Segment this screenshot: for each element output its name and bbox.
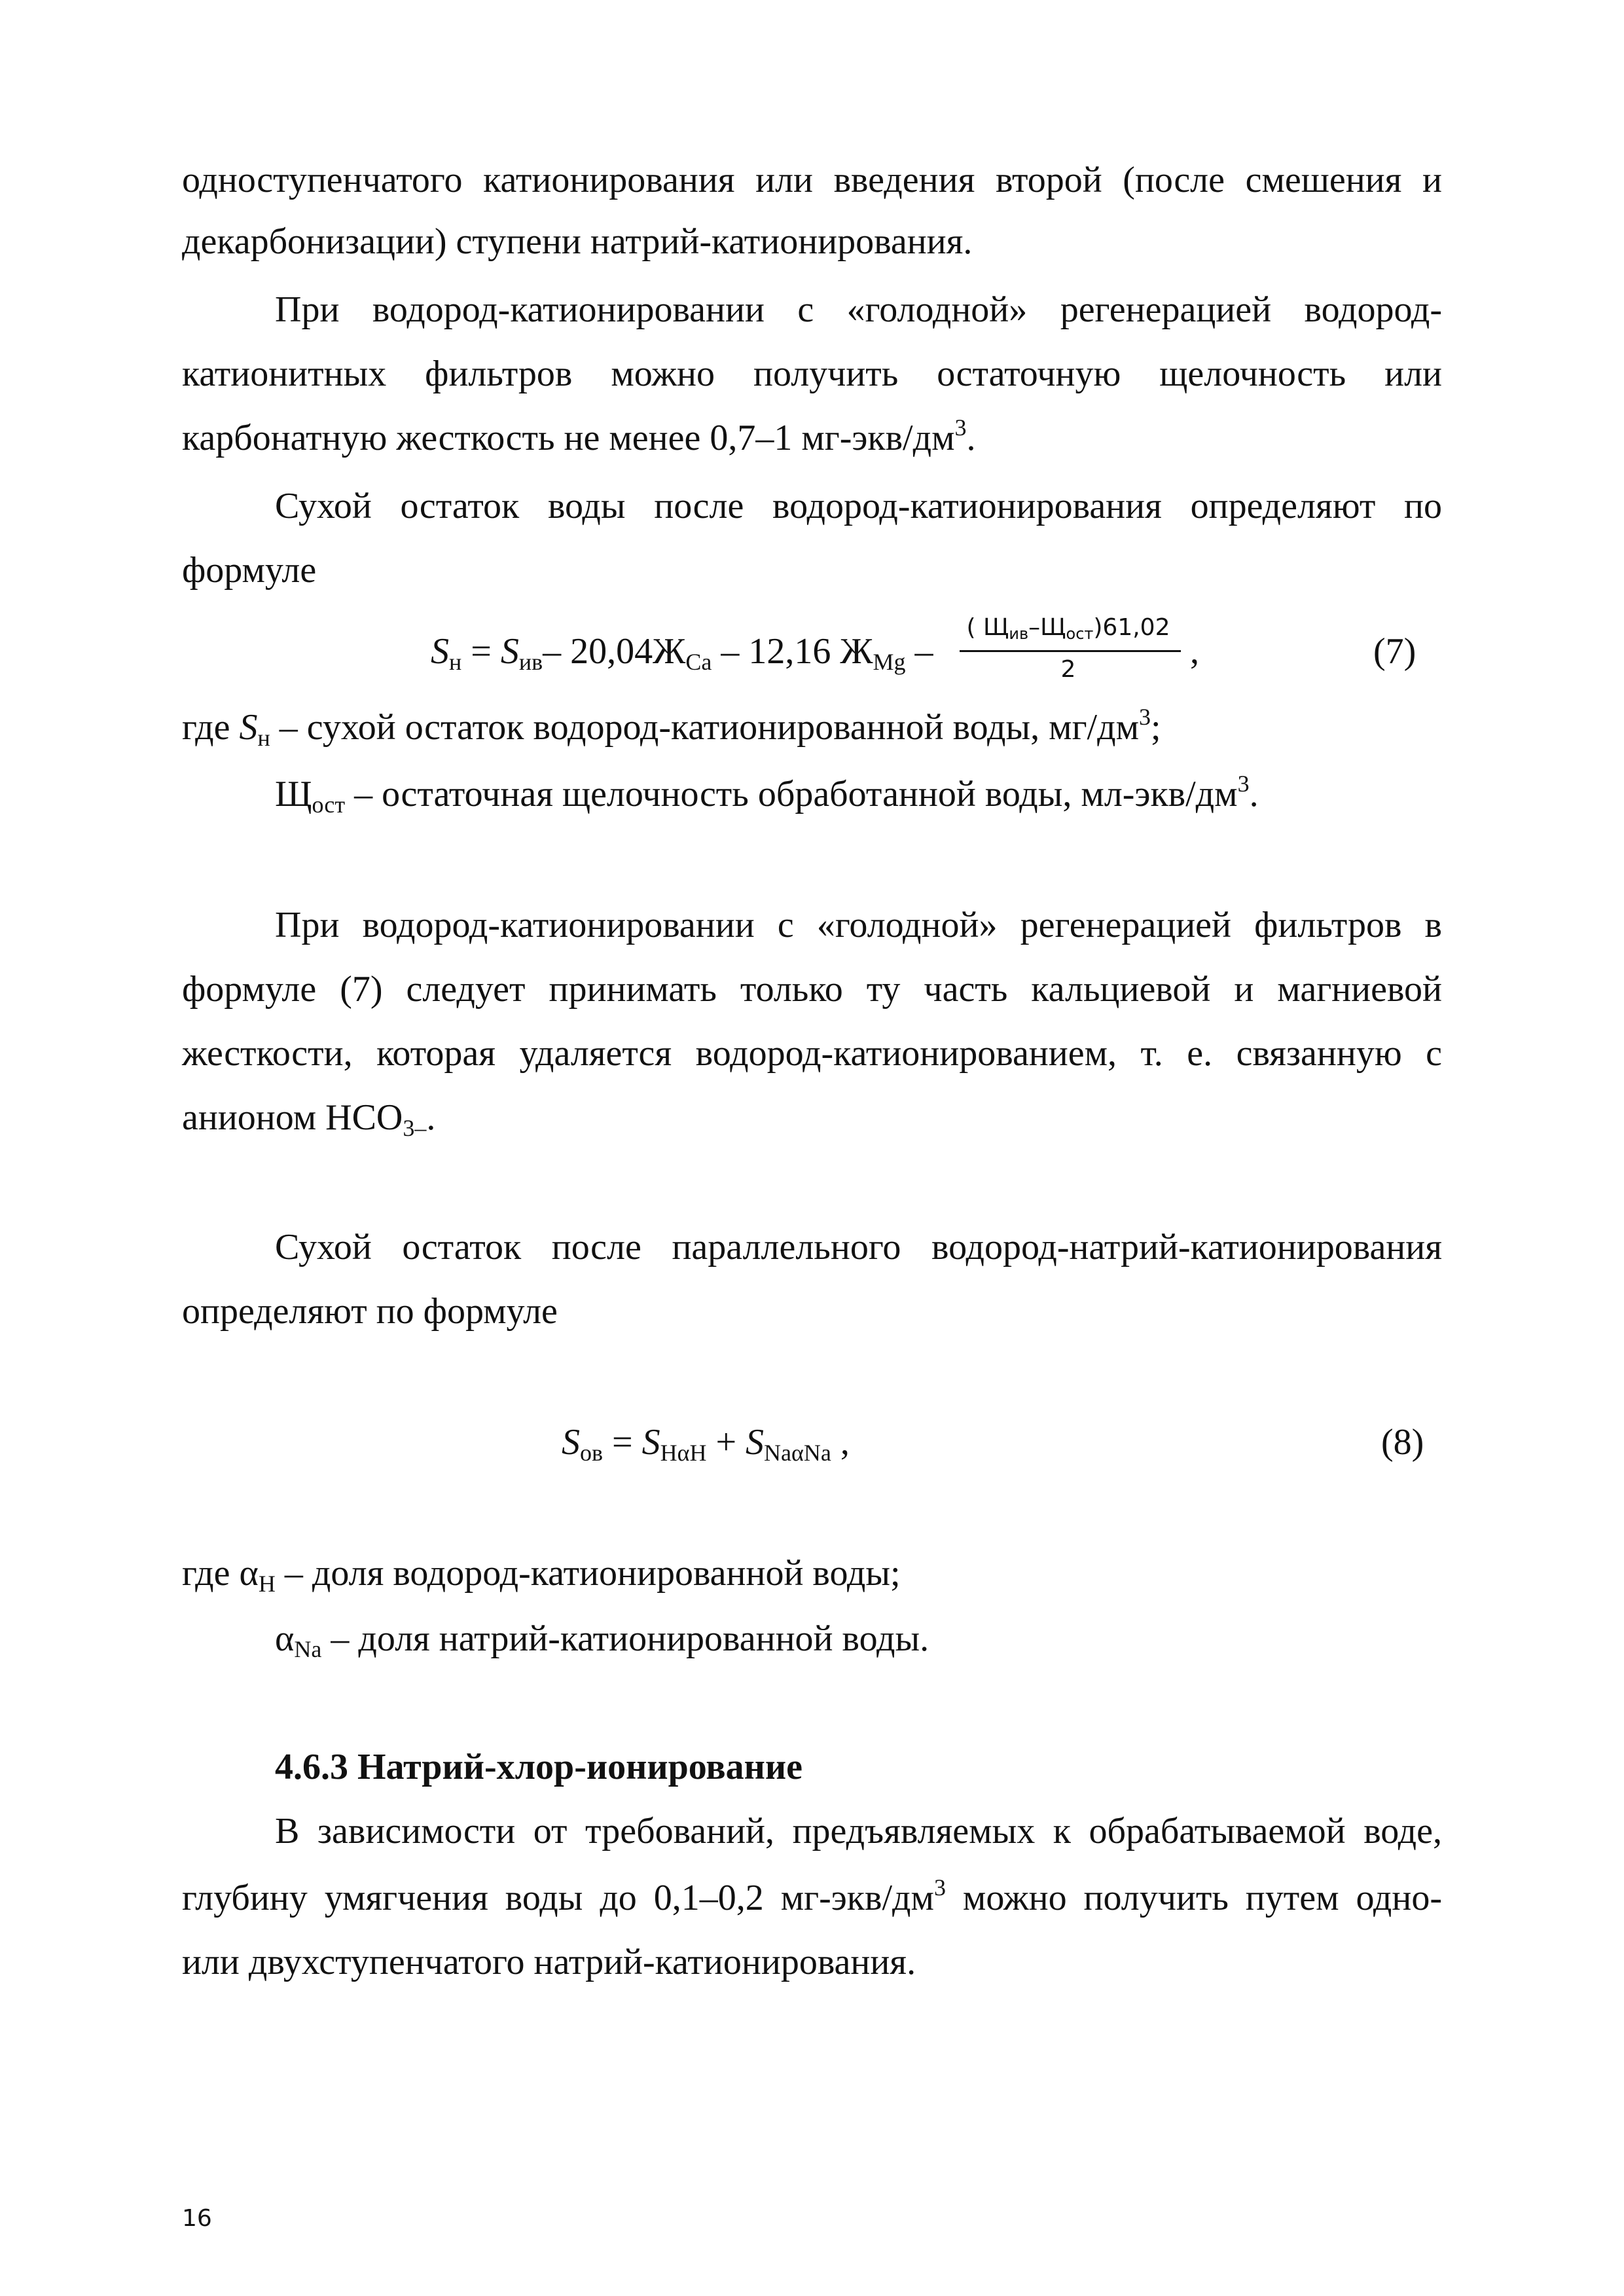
p2-line2: катионитных фильтров можно получить остаточную щелочность или [182, 354, 1442, 394]
p3-line1: Сухой остаток воды после водород-катионирования определяют по [275, 486, 1442, 526]
p4-line2: формуле (7) следует принимать только ту часть кальциевой и магниевой [182, 969, 1442, 1010]
p4-line3: жесткости, которая удаляется водород-катионированием, т. е. связанную с [182, 1033, 1442, 1074]
formula-7: $S_н = S_{ив}-$ $20,04Ж_{Ca} - 12,16$ $Ж_{Mg}$ – [431, 631, 933, 675]
p4-line4: анионом $HCO_{3-}$. [182, 1097, 436, 1141]
where8-line1: где $\alpha_H$ – доля водород-катионированной воды; [182, 1553, 901, 1597]
p1-line1: одноступенчатого катионирования или введения второй (после смешения и [182, 160, 1442, 200]
formula-7-number: (7) [1373, 631, 1416, 672]
p6-line3: или двухступенчатого натрий-катионирования. [182, 1942, 916, 1982]
page-number: 16 [182, 2205, 212, 2232]
formula-8: $S_{ов} = S_{H\alpha H} + S_{Na\alpha Na}$ , [562, 1422, 850, 1466]
formula-8-number: (8) [1381, 1422, 1424, 1463]
section-heading: 4.6.3 Натрий-хлор-ионирование [275, 1747, 803, 1787]
p6-line1: В зависимости от требований, предъявляемых к обрабатываемой воде, [275, 1811, 1442, 1851]
p1-line2: декарбонизации) ступени натрий-катионирования. [182, 221, 973, 262]
p5-line2: определяют по формуле [182, 1291, 558, 1332]
p4-line1: При водород-катионировании с «голодной» регенерацией фильтров в [275, 905, 1442, 945]
p5-line1: Сухой остаток после параллельного водород-натрий-катионирования [275, 1227, 1442, 1267]
formula-7-comma: , [1190, 631, 1199, 672]
p2-line3: карбонатную жесткость не менее 0,7–1 $мг-экв/дм^3$. [182, 414, 976, 458]
formula-7-denominator: 2 [1060, 656, 1076, 683]
p2-line1: При водород-катионировании с «голодной» регенерацией водород- [275, 289, 1442, 330]
p3-line2: формуле [182, 550, 317, 591]
where7-line1: где $S_н$ – сухой остаток водород-катионированной воды, $мг/дм^3$; [182, 704, 1161, 751]
formula-7-fraction-bar [960, 650, 1181, 652]
where7-line2: $Щ_{ост}$ – остаточная щелочность обработанной воды, $мл-экв/дм^3$. [275, 771, 1259, 818]
where8-line2: $\alpha_{Na}$ – доля натрий-катионированной воды. [275, 1618, 929, 1662]
p6-line2: глубину умягчения воды до 0,1–0,2 $мг-экв/дм^3$ можно получить путем одно- [182, 1874, 1442, 1918]
formula-7-numerator: ( $Щ_{ив}-Щ_{ост})61,02$ [966, 614, 1170, 643]
